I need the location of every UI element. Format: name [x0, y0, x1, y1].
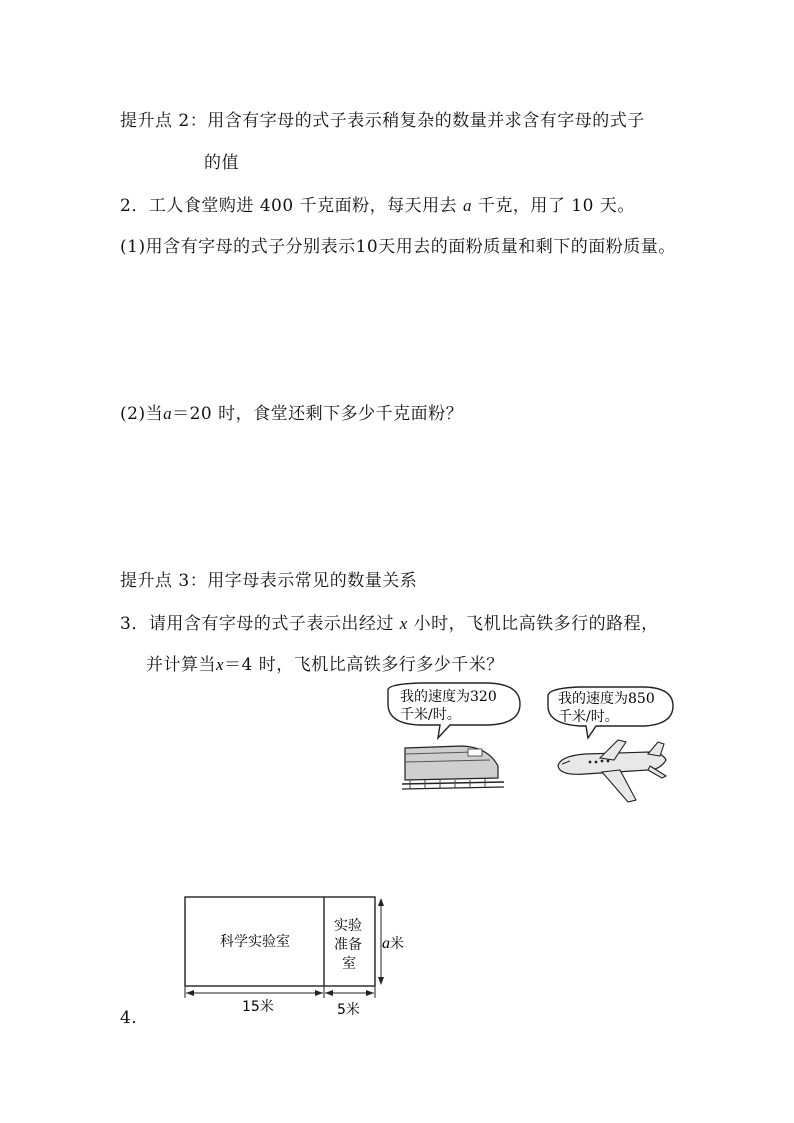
plane-icon [558, 740, 666, 802]
plane-unit-text: 千米/时。 [558, 709, 619, 725]
prep-room-label-3: 室 [342, 956, 356, 972]
science-lab-label: 科学实验室 [220, 934, 290, 950]
plane-speed-text: 我的速度为850 [558, 691, 655, 707]
prep-room-label-2: 准备 [334, 937, 362, 953]
room-diagram [170, 890, 420, 1030]
question-number: 2． [120, 196, 149, 216]
train-unit-text: 千米/时。 [400, 707, 461, 723]
variable-x: x [216, 655, 225, 674]
train-icon [402, 746, 504, 789]
variable-a: a [463, 196, 472, 215]
width-label-15: 15米 [242, 999, 274, 1015]
prep-room-label-1: 实验 [334, 918, 362, 934]
section-heading-3: 提升点 3：用字母表示常见的数量关系 [120, 571, 418, 591]
height-label: a米 [382, 935, 404, 952]
plane-illustration [540, 684, 680, 810]
section-heading-2: 提升点 2：用含有字母的式子表示稍复杂的数量并求含有字母的式子 [120, 111, 645, 131]
question-2-stem: 2．工人食堂购进 400 千克面粉，每天用去 a 千克，用了 10 天。 [120, 196, 635, 216]
variable-x: x [399, 614, 408, 633]
train-illustration [380, 680, 530, 800]
variable-a: a [163, 404, 173, 423]
question-number: 3． [120, 614, 149, 634]
question-4-number: 4． [120, 1008, 149, 1028]
width-label-5: 5米 [337, 1002, 360, 1018]
question-3-stem-line2: 并计算当x＝4 时，飞机比高铁多行多少千米？ [146, 655, 504, 675]
section-heading-2-cont: 的值 [204, 153, 239, 173]
question-3-stem: 3．请用含有字母的式子表示出经过 x 小时，飞机比高铁多行的路程， [120, 614, 659, 634]
question-2-part-1: (1)用含有字母的式子分别表示10天用去的面粉质量和剩下的面粉质量。 [120, 237, 676, 257]
train-speed-text: 我的速度为320 [400, 689, 497, 705]
question-2-part-2: (2)当a＝20 时，食堂还剩下多少千克面粉？ [120, 404, 464, 424]
